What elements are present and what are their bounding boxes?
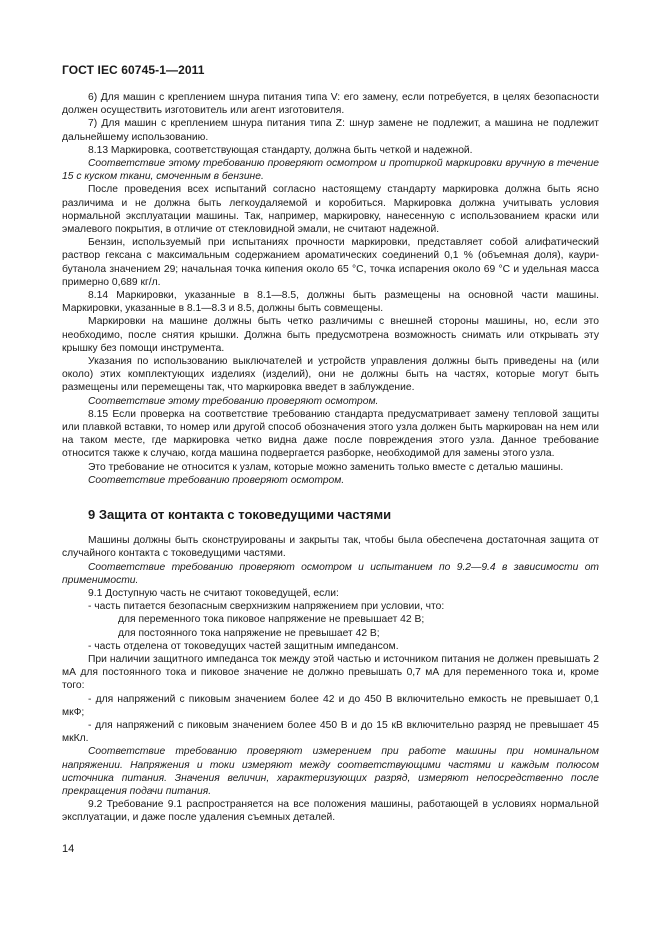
- list-item: - для напряжений с пиковым значением более 42 и до 450 В включительно емкость не превышает 0,1 мкФ;: [62, 693, 599, 718]
- page-number: 14: [62, 843, 75, 855]
- paragraph: 6) Для машин с креплением шнура питания типа V: его замену, если потребуется, в целях безопасности должен осуществить изготовитель или агент изготовителя.: [62, 92, 599, 117]
- paragraph: 9.1 Доступную часть не считают токоведущей, если:: [88, 587, 339, 599]
- paragraph: При наличии защитного импеданса ток между этой частью и источником питания не должен превышать 2 мА для постоянного тока и пиковое значение не должно превышать 0,7 мА для переменного тока и, кроме того:: [62, 653, 599, 692]
- compliance-note: Соответствие требованию проверяют осмотром.: [88, 474, 345, 486]
- paragraph: Машины должны быть сконструированы и закрыты так, чтобы была обеспечена достаточная защита от случайного контакта с токоведущими частями.: [62, 535, 599, 560]
- list-item: - часть питается безопасным сверхнизким напряжением при условии, что:: [88, 601, 445, 613]
- paragraph: Бензин, используемый при испытаниях прочности маркировки, представляет собой алифатический раствор гексана с максимальным содержанием ароматических соединений 0,1 % (объемная доля), каури-бутанола значением 29; начальная точка кипения около 65 °С, точка испарения около 69 °С и удельная масса примерно 0,689 кг/л.: [62, 237, 599, 288]
- paragraph: После проведения всех испытаний согласно настоящему стандарту маркировка должна быть ясно различима и не должна быть легкоудаляемой и коробиться. Маркировка должна учитывать условия нормальной эксплуатации машины. Так, например, маркировку, нанесенную с использованием краски или эмалевого покрытия, в отличие от стекловидной эмали, не считают надежной.: [62, 184, 599, 236]
- sub-list-item: для постоянного тока напряжение не превышает 42 В;: [118, 627, 380, 639]
- paragraph: 9.2 Требование 9.1 распространяется на все положения машины, работающей в условиях нормальной эксплуатации, и даже после удаления съемных деталей.: [62, 799, 599, 824]
- paragraph: 7) Для машин с креплением шнура питания типа Z: шнур замене не подлежит, а машина не подлежит дальнейшему использованию.: [62, 118, 599, 143]
- paragraph: 8.13 Маркировка, соответствующая стандарту, должна быть четкой и надежной.: [88, 144, 473, 156]
- list-item: - часть отделена от токоведущих частей защитным импедансом.: [88, 640, 399, 652]
- section-9-body: [62, 534, 599, 824]
- paragraph: Это требование не относится к узлам, которые можно заменить только вместе с деталью машины.: [88, 461, 564, 473]
- paragraph: Указания по использованию выключателей и устройств управления должны быть приведены на (или около) этих комплектующих изделиях (изделий), они не должны быть на частях, которые могут быть размещены или перемещены так, что маркировка введет в заблуждение.: [62, 356, 599, 394]
- document-body: [62, 91, 599, 825]
- compliance-note: Соответствие требованию проверяют осмотром и испытанием по 9.2—9.4 в зависимости от применимости.: [62, 561, 599, 586]
- compliance-note: Соответствие требованию проверяют измерением при работе машины при номинальном напряжении. Напряжения и токи измеряют между соответствующими частями и каждым полюсом источника питания. Значения величин, характеризующих разряд, измеряют непосредственно после прекращения подачи питания.: [62, 746, 599, 797]
- compliance-note: Соответствие этому требованию проверяют осмотром.: [88, 395, 379, 407]
- sub-list-item: для переменного тока пиковое напряжение не превышает 42 В;: [118, 614, 425, 626]
- section-heading: 9 Защита от контакта с токоведущими частями: [88, 507, 392, 523]
- paragraph: 8.15 Если проверка на соответствие требованию стандарта предусматривает замену тепловой защиты или плавкой вставки, то номер или другой способ обозначения этого узла должен быть маркирован на нем или на таком месте, где маркировка четко видна даже после повреждения этого узла. Данное требование относится также к случаю, когда машина подвергается разборке, необходимой для замены этого узла.: [62, 408, 599, 460]
- list-item: - для напряжений с пиковым значением более 450 В и до 15 кВ включительно разряд не превышает 45 мкКл.: [62, 719, 599, 745]
- paragraph: Маркировки на машине должны быть четко различимы с внешней стороны машины, но, если это необходимо, после снятия крышки. Должна быть предусмотрена возможность снимать или открывать эту крышку без помощи инструмента.: [62, 316, 599, 354]
- document-header: ГОСТ IEC 60745-1—2011: [62, 63, 205, 77]
- paragraphs-before-section: [62, 91, 599, 487]
- paragraph: 8.14 Маркировки, указанные в 8.1—8.5, должны быть размещены на основной части машины. Маркировки, указанные в 8.1—8.3 и 8.5, должны быть совмещены.: [62, 290, 599, 315]
- compliance-note: Соответствие этому требованию проверяют осмотром и протиркой маркировки вручную в течение 15 с куском ткани, смоченным в бензине.: [62, 158, 599, 183]
